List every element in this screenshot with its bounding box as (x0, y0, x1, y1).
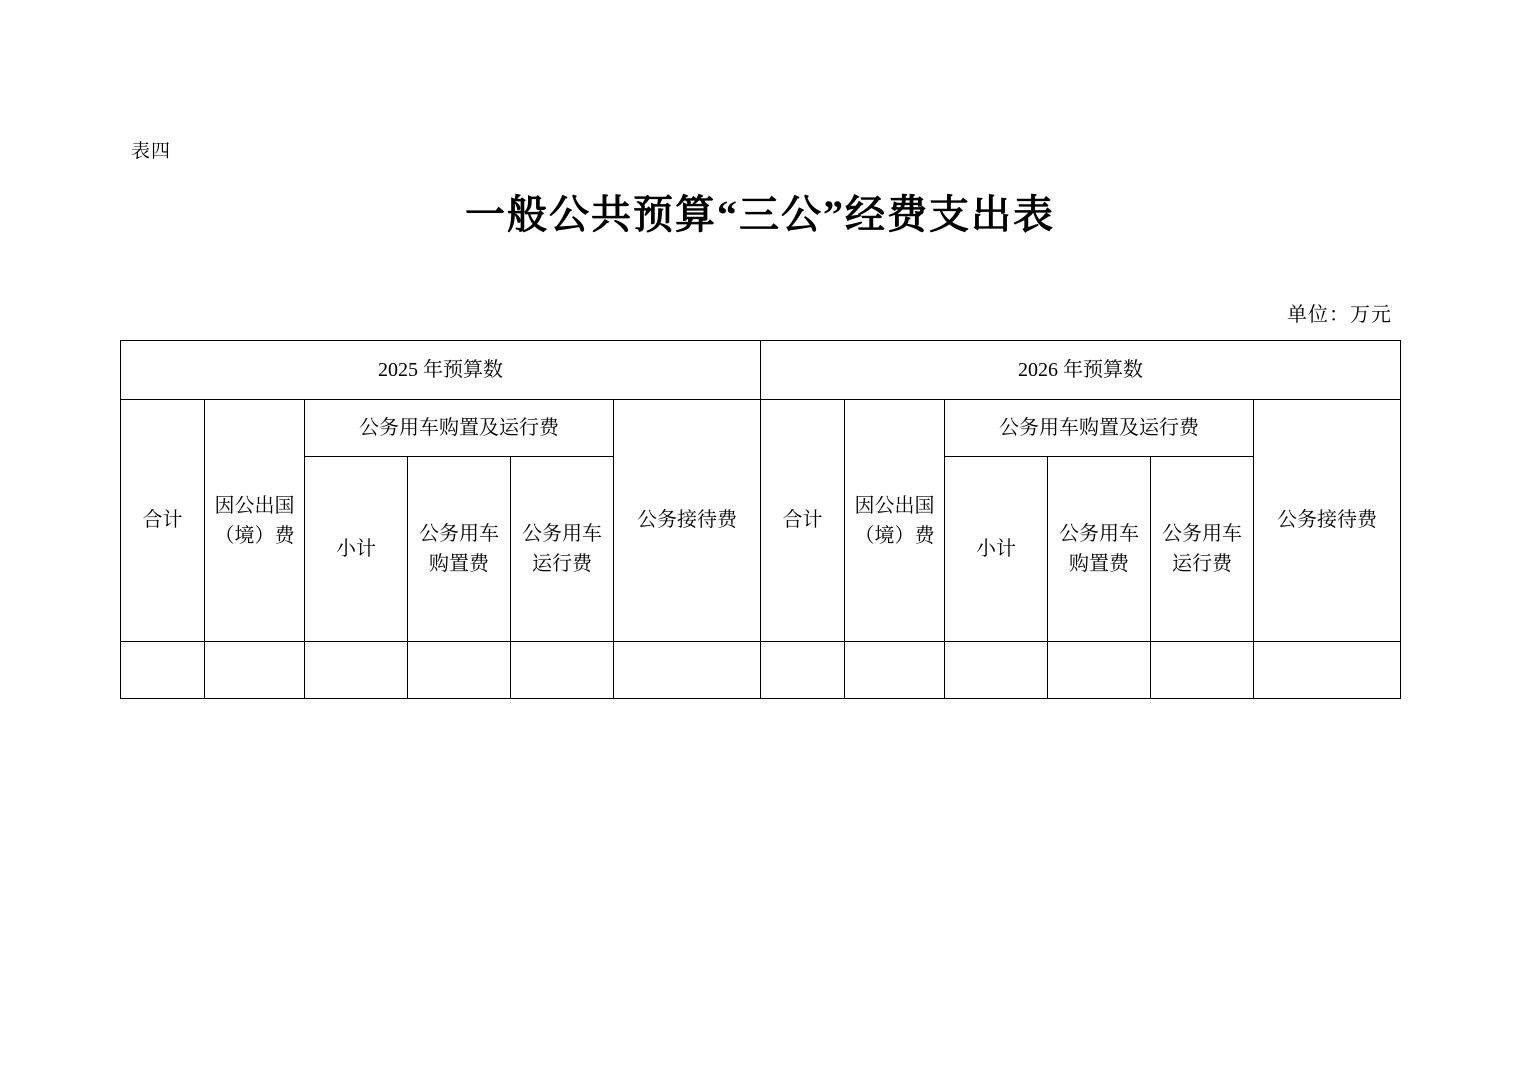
year-header-2026: 2026 年预算数 (761, 341, 1401, 400)
group-header-vehicle-2026: 公务用车购置及运行费 (945, 400, 1254, 457)
cell-vehicle-purchase-2026 (1048, 642, 1151, 699)
col-header-vehicle-subtotal-2025: 小计 (305, 457, 408, 642)
cell-total-2026 (761, 642, 845, 699)
cell-vehicle-subtotal-2025 (305, 642, 408, 699)
col-header-total-2026: 合计 (761, 400, 845, 642)
col-header-reception-2025: 公务接待费 (614, 400, 761, 642)
col-header-reception-2026: 公务接待费 (1254, 400, 1401, 642)
col-header-vehicle-operation-2025-label: 公务用车运行费 (522, 523, 602, 575)
cell-reception-2026 (1254, 642, 1401, 699)
budget-table-container (120, 340, 1400, 699)
unit-note: 单位：万元 (1287, 304, 1392, 326)
col-header-vehicle-subtotal-2026: 小计 (945, 457, 1048, 642)
table-row-group-headers (121, 400, 1401, 457)
sheet-label: 表四 (131, 141, 172, 162)
group-header-vehicle-2025: 公务用车购置及运行费 (305, 400, 614, 457)
cell-abroad-2025 (205, 642, 305, 699)
col-header-abroad-2026-label: 因公出国（境）费 (854, 494, 935, 547)
col-header-vehicle-purchase-2025 (408, 457, 511, 642)
col-header-vehicle-operation-2026 (1151, 457, 1254, 642)
cell-vehicle-operation-2026 (1151, 642, 1254, 699)
col-header-abroad-2026 (845, 400, 945, 642)
col-header-vehicle-purchase-2025-label: 公务用车购置费 (419, 523, 499, 575)
budget-table (120, 340, 1401, 699)
col-header-vehicle-operation-2025 (511, 457, 614, 642)
cell-reception-2025 (614, 642, 761, 699)
cell-abroad-2026 (845, 642, 945, 699)
table-row (121, 642, 1401, 699)
cell-vehicle-purchase-2025 (408, 642, 511, 699)
col-header-abroad-2025-label: 因公出国（境）费 (214, 494, 295, 547)
cell-total-2025 (121, 642, 205, 699)
page-title: 一般公共预算“三公”经费支出表 (465, 192, 1055, 237)
cell-vehicle-operation-2025 (511, 642, 614, 699)
col-header-abroad-2025 (205, 400, 305, 642)
col-header-total-2025: 合计 (121, 400, 205, 642)
table-row-year-headers (121, 341, 1401, 400)
year-header-2025: 2025 年预算数 (121, 341, 761, 400)
col-header-vehicle-purchase-2026-label: 公务用车购置费 (1059, 523, 1140, 575)
cell-vehicle-subtotal-2026 (945, 642, 1048, 699)
col-header-vehicle-operation-2026-label: 公务用车运行费 (1162, 523, 1243, 575)
col-header-vehicle-purchase-2026 (1048, 457, 1151, 642)
